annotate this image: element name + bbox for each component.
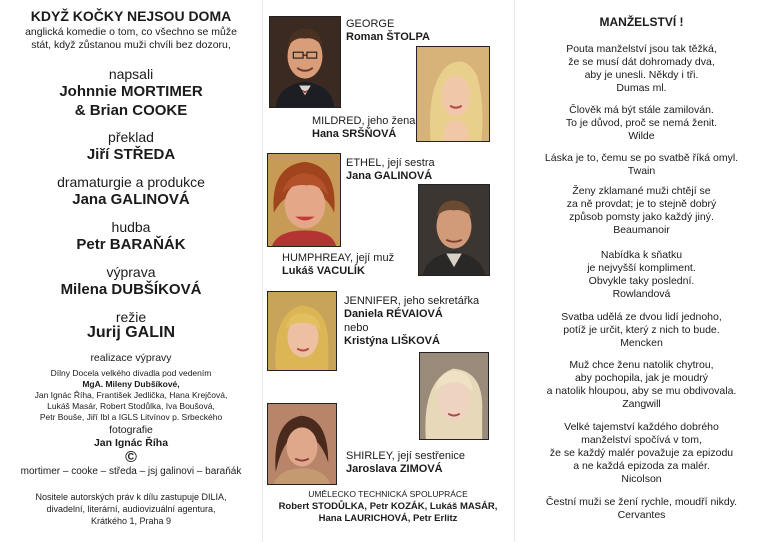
rights-line-2: divadelní, literární, audiovizuální agentura, <box>46 504 216 514</box>
author-1: Johnnie MORTIMER <box>59 83 203 100</box>
realization-line-5: Petr Bouše, Jiří Ibl a IGLS Litvínov p. Srbeckého <box>39 412 223 422</box>
realization-label: realizace výpravy <box>90 352 172 364</box>
rights-line-3: Krátkého 1, Praha 9 <box>90 516 172 526</box>
translator: Jiří STŘEDA <box>86 146 176 163</box>
realization-line-1: Dílny Docela velkého divadla pod vedením <box>50 368 212 378</box>
designer: Milena DUBŠÍKOVÁ <box>60 281 202 298</box>
shirley-role: SHIRLEY, její sestřenice <box>346 450 466 462</box>
quote-line: že se každý malér považuje za epizodu <box>549 447 734 459</box>
quote-line: aby je unesli. Někdy i tři. <box>584 69 699 81</box>
quote-line: manželství spočívá v tom, <box>581 434 702 446</box>
quote-author: Nicolson <box>621 473 662 485</box>
quote-author: Zangwill <box>622 398 661 410</box>
quote-line: je nejvyšší kompliment. <box>587 262 696 274</box>
director: Jurij GALIN <box>86 324 175 341</box>
george-role: GEORGE <box>346 18 395 30</box>
quote-line: že se musí dát dohromady dva, <box>568 56 715 68</box>
quote-line: a ne každá epizoda za malér. <box>573 460 710 472</box>
translation-label: překlad <box>108 129 154 145</box>
realization-line-2: MgA. Mileny Dubšíkové, <box>82 379 180 389</box>
quotes-panel <box>515 0 768 542</box>
humphreay-role: HUMPHREAY, její muž <box>282 252 395 264</box>
mildred-actor-photo <box>416 46 490 142</box>
quote-line: Pouta manželství jsou tak těžká, <box>566 43 717 55</box>
play-title: KDYŽ KOČKY NEJSOU DOMA <box>30 8 232 24</box>
rights-line-1: Nositele autorských práv k dílu zastupuje DILIA, <box>35 492 227 502</box>
copyright-icon: © <box>125 449 137 466</box>
ethel-actor-photo <box>267 153 341 247</box>
author-2: & Brian COOKE <box>74 102 188 119</box>
humphreay-actor-photo <box>418 184 490 276</box>
quote-author: Beaumanoir <box>613 224 670 236</box>
realization-line-3: Jan Ignác Říha, František Jedlička, Hana Krejčová, <box>34 390 228 400</box>
quote-line: Člověk má být stále zamilován. <box>569 104 714 116</box>
direction-label: režie <box>115 309 147 325</box>
copyright-line: mortimer – cooke – středa – jsj galinovi – baraňák <box>20 466 242 477</box>
shirley-actor-photo <box>267 403 337 485</box>
quote-line: Svatba udělá ze dvou lidí jednoho, <box>561 311 722 323</box>
jennifer-actor-2: Kristýna LIŠKOVÁ <box>344 335 440 347</box>
tech-collab-line-2: Hana LAURICHOVÁ, Petr Erlitz <box>318 513 458 524</box>
play-subtitle-line-1: anglická komedie o tom, co všechno se může <box>25 26 237 38</box>
ethel-actor: Jana GALINOVÁ <box>346 170 433 182</box>
shirley-actor: Jaroslava ZIMOVÁ <box>346 463 443 475</box>
quote-author: Dumas ml. <box>616 82 667 94</box>
quote-line: a natolik hloupou, aby se mu obdivovala. <box>546 385 737 397</box>
humphreay-actor: Lukáš VACULÍK <box>282 265 365 277</box>
dramaturgy-label: dramaturgie a produkce <box>57 174 205 190</box>
composer: Petr BARAŇÁK <box>76 236 186 253</box>
credits-panel <box>0 0 262 542</box>
written-by-label: napsali <box>108 66 154 82</box>
music-label: hudba <box>111 219 151 235</box>
quote-author: Wilde <box>628 130 655 142</box>
realization-line-4: Lukáš Masár, Robert Stodůlka, Iva Boušová, <box>47 401 215 411</box>
jennifer-role: JENNIFER, jeho sekretářka <box>344 295 480 307</box>
mildred-actor: Hana SRŠŇOVÁ <box>312 128 397 140</box>
quote-line: Láska je to, čemu se po svatbě říká omyl. <box>544 152 739 164</box>
mildred-role: MILDRED, jeho žena <box>312 115 416 127</box>
quote-line: Ženy zklamané muži chtějí se <box>572 185 711 197</box>
cast-panel <box>262 0 514 542</box>
play-subtitle-line-2: stát, když zůstanou muži chvíli bez dozoru, <box>31 39 231 51</box>
quote-author: Mencken <box>620 337 663 349</box>
jennifer-actor-1: Daniela RÉVAIOVÁ <box>344 308 443 320</box>
quote-line: Velké tajemství každého dobrého <box>564 421 719 433</box>
photographer: Jan Ignác Říha <box>93 437 169 449</box>
tech-collab-line-1: Robert STODŮLKA, Petr KOZÁK, Lukáš MASÁR, <box>278 501 498 512</box>
george-actor: Roman ŠTOLPA <box>346 31 430 43</box>
quotes-title: MANŽELSTVÍ ! <box>599 15 684 29</box>
quote-line: aby pochopila, jak je moudrý <box>574 372 709 384</box>
kristyna-actor-photo <box>419 352 489 440</box>
design-label: výprava <box>106 264 156 280</box>
jennifer-actor-photo <box>267 291 337 371</box>
quote-line: způsob pomsty jako každý jiný. <box>569 211 714 223</box>
photo-label: fotografie <box>109 424 153 436</box>
george-actor-photo <box>269 16 341 108</box>
ethel-role: ETHEL, její sestra <box>346 157 435 169</box>
quote-author: Rowlandová <box>612 288 671 300</box>
quote-line: Obvykle taky poslední. <box>588 275 695 287</box>
quote-line: Muž chce ženu natolik chytrou, <box>569 359 714 371</box>
quote-line: To je důvod, proč se nemá ženit. <box>565 117 718 129</box>
tech-collab-label: UMĚLECKO TECHNICKÁ SPOLUPRÁCE <box>308 489 468 499</box>
quote-author: Twain <box>627 165 656 177</box>
dramaturg: Jana GALINOVÁ <box>72 191 190 208</box>
jennifer-or-label: nebo <box>344 322 369 334</box>
quote-line: potíž je určit, který z nich to bude. <box>563 324 720 336</box>
quote-author: Cervantes <box>617 509 666 521</box>
quote-line: Nabídka k sňatku <box>600 249 683 261</box>
quote-line: za ně provdat; je to stejně dobrý <box>566 198 717 210</box>
quote-line: Čestní muži se žení rychle, moudří nikdy. <box>545 496 738 508</box>
